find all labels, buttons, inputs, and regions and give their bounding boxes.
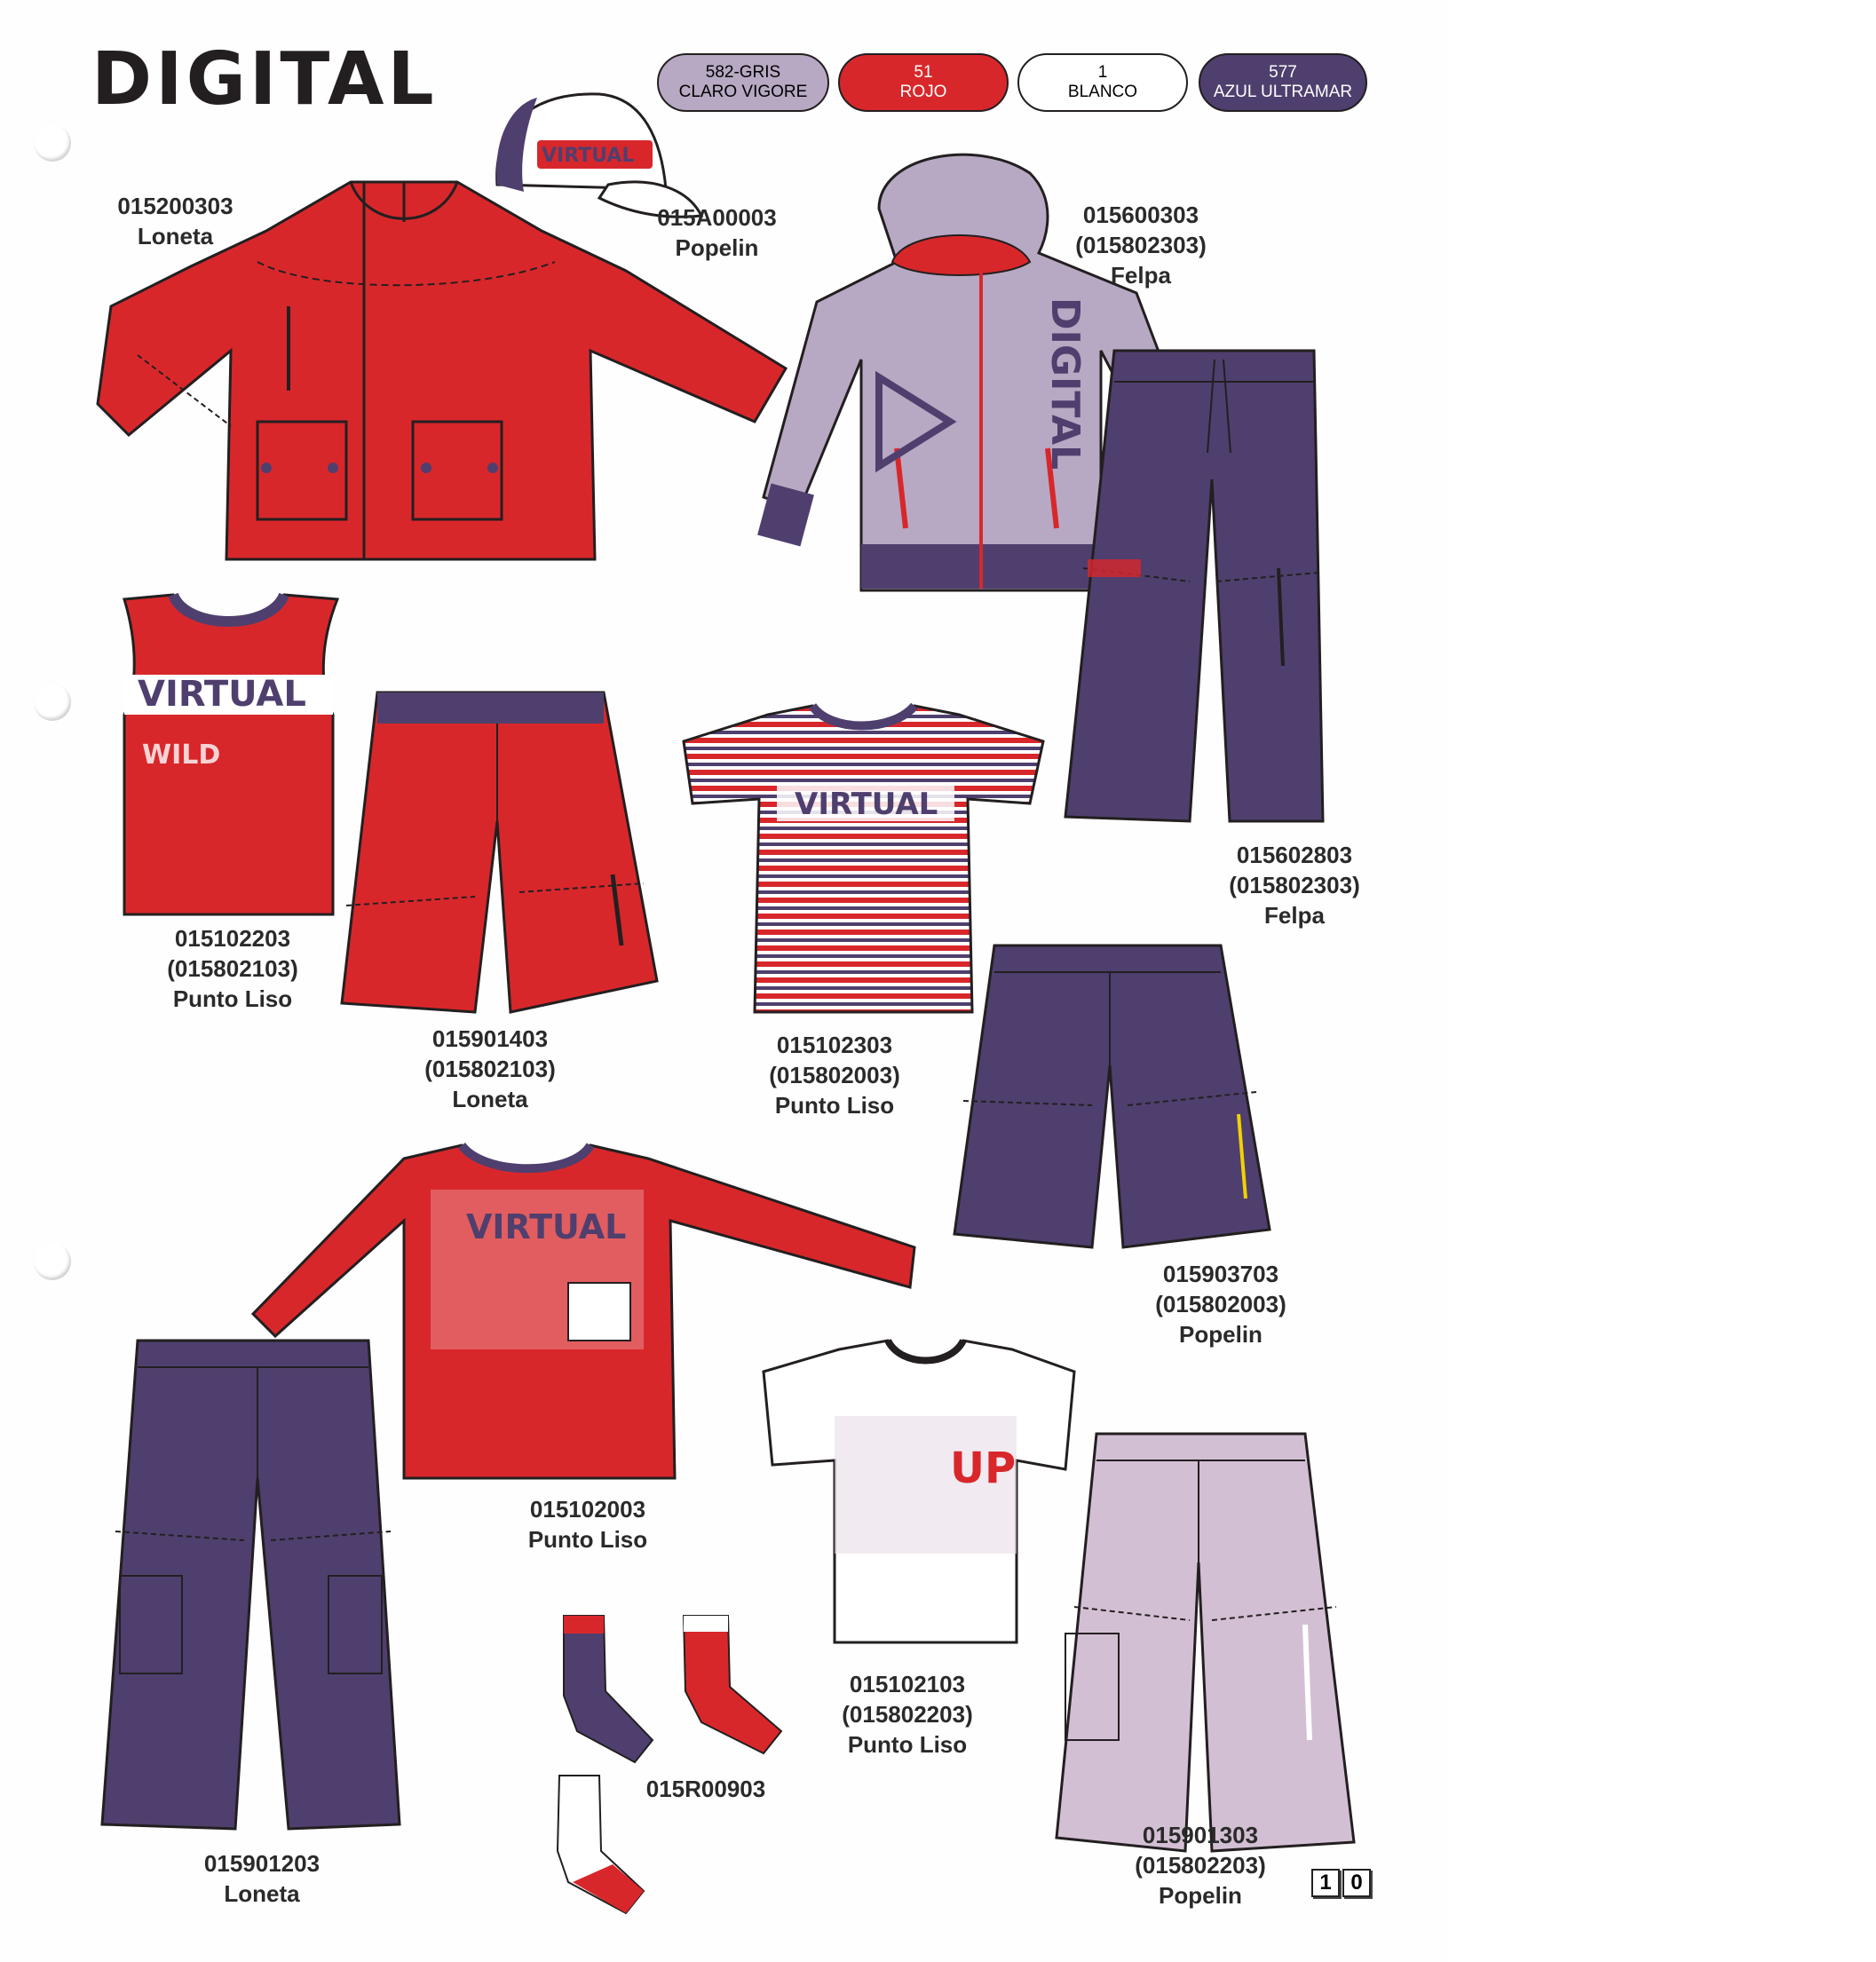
label-jacket — [98, 191, 253, 251]
ref-code: 015102203 — [174, 925, 291, 952]
red-tank-illustration — [120, 590, 342, 919]
fabric: Punto Liso — [774, 1092, 895, 1119]
page-number-digit-2: 0 — [1342, 1869, 1371, 1897]
swatch-code: 1 — [1097, 63, 1108, 82]
swatch-code: 582-GRIS — [705, 63, 781, 82]
set-code: (015802203) — [842, 1701, 973, 1728]
ref-code: 015102003 — [529, 1496, 646, 1523]
label-cap — [639, 202, 795, 263]
set-code: (015802003) — [769, 1062, 900, 1088]
swatch-name: CLARO VIGORE — [678, 83, 808, 101]
purple-shorts-illustration — [954, 941, 1274, 1252]
striped-tee-print-text: VIRTUAL — [795, 787, 938, 822]
swatch-name: AZUL ULTRAMAR — [1213, 83, 1353, 101]
label-hoodie — [1061, 200, 1221, 290]
label-red-shorts — [410, 1024, 570, 1114]
swatch-rojo — [838, 53, 1009, 112]
swatch-name: ROJO — [899, 83, 947, 101]
tank-print-text-2: WILD — [142, 740, 221, 771]
label-tank — [153, 923, 313, 1014]
fabric: Loneta — [224, 1880, 300, 1907]
binder-hole-bottom — [34, 1243, 71, 1280]
swatch-code: 577 — [1269, 63, 1297, 82]
ref-code: 015102303 — [776, 1032, 893, 1058]
ref-code: 015903703 — [1162, 1261, 1279, 1287]
cap-print-text: VIRTUAL — [542, 145, 635, 167]
swatch-blanco — [1017, 53, 1188, 112]
ref-code: 015A00003 — [657, 204, 777, 231]
label-purple-trousers — [182, 1848, 342, 1909]
fabric: Popelin — [1159, 1882, 1242, 1909]
fabric: Punto Liso — [847, 1731, 968, 1758]
fabric: Popelin — [1179, 1321, 1263, 1348]
swatch-code: 51 — [914, 63, 933, 82]
purple-fleece-pants-illustration — [1065, 346, 1332, 826]
purple-trousers-illustration — [102, 1336, 404, 1833]
swatch-azul-ultramar — [1199, 53, 1367, 112]
white-tee-illustration — [759, 1341, 1079, 1647]
label-striped-tee — [755, 1030, 914, 1120]
fabric: Punto Liso — [172, 985, 293, 1012]
swatch-name: BLANCO — [1067, 83, 1138, 101]
set-code: (015802103) — [167, 955, 298, 982]
label-fleece-pants — [1215, 840, 1374, 930]
longsleeve-print-text: VIRTUAL — [466, 1207, 627, 1246]
page-number-digit-1: 1 — [1311, 1869, 1340, 1897]
ref-code: 015901303 — [1142, 1822, 1259, 1848]
set-code: (015802303) — [1229, 872, 1360, 898]
binder-hole-top — [34, 124, 71, 162]
ref-code: 015901203 — [203, 1850, 321, 1877]
fabric: Popelin — [675, 234, 759, 261]
label-white-tee — [827, 1669, 987, 1760]
set-code: (015802003) — [1155, 1291, 1286, 1317]
ref-code: 015200303 — [117, 193, 234, 219]
set-code: (015802103) — [424, 1056, 556, 1082]
fabric: Punto Liso — [527, 1526, 648, 1553]
fabric: Felpa — [1111, 262, 1171, 289]
label-socks — [626, 1774, 786, 1804]
ref-code: 015602803 — [1236, 842, 1353, 868]
label-grey-shorts — [1120, 1820, 1280, 1911]
ref-code: 015600303 — [1082, 202, 1199, 228]
socks-illustration — [542, 1607, 799, 1918]
collection-title: DIGITAL — [91, 37, 438, 122]
set-code: (015802303) — [1075, 232, 1207, 258]
fabric: Loneta — [452, 1086, 528, 1112]
tank-print-text: VIRTUAL — [138, 674, 306, 715]
binder-hole-middle — [34, 684, 71, 721]
set-code: (015802203) — [1135, 1852, 1266, 1879]
white-tee-print-text: UP — [950, 1444, 1017, 1493]
red-shorts-illustration — [342, 688, 661, 1017]
ref-code: 015R00903 — [645, 1776, 766, 1802]
label-purple-shorts — [1141, 1259, 1301, 1349]
grey-shorts-illustration — [1057, 1429, 1358, 1855]
fabric: Loneta — [137, 223, 214, 249]
ref-code: 015102103 — [849, 1671, 966, 1697]
fabric: Felpa — [1264, 902, 1325, 929]
ref-code: 015901403 — [431, 1025, 549, 1052]
label-red-longsleeve — [508, 1494, 668, 1555]
hoodie-print-text: DIGITAL — [1042, 297, 1088, 471]
